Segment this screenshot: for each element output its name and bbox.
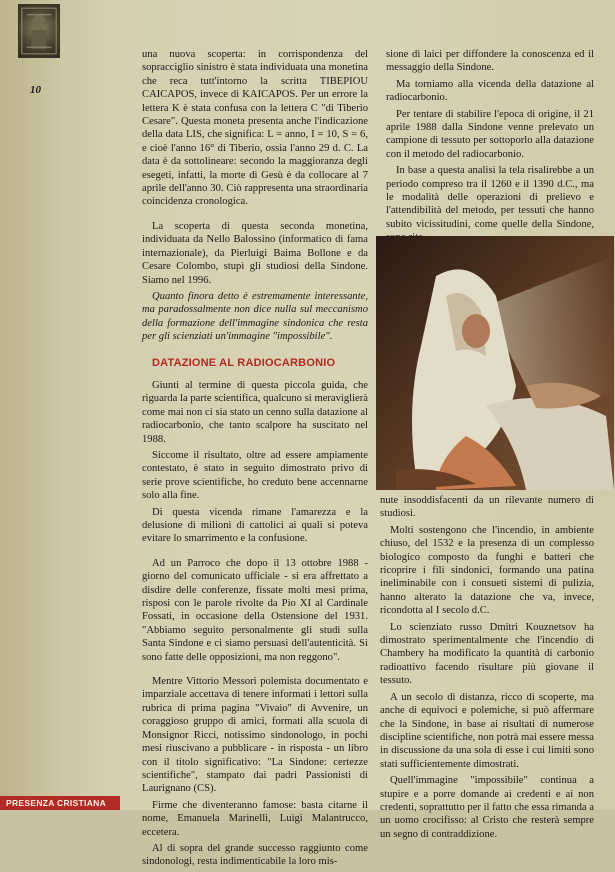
paragraph: Lo scienziato russo Dmitri Kouznetsov ha dimostrato sperimentalmente che l'incendio di Chambery ha modificato la quantità di carbonio radioattivo facendo risultare più giovane il tessuto.: [380, 621, 594, 687]
right-column-top: [386, 48, 594, 248]
paragraph: Ma torniamo alla vicenda della datazione al radiocarbonio.: [386, 78, 594, 104]
paragraph: Quell'immagine "impossibile" continua a stupire e a porre domande ai credenti e ai non credenti, soprattutto per il fatto che essa rimanda a un uomo crocifisso: al Cristo che resterà sempre un segno di contraddizione.: [380, 775, 594, 840]
page-number: 10: [30, 84, 41, 96]
left-column: [142, 48, 368, 872]
paragraph: Per tentare di stabilire l'epoca di origine, il 21 aprile 1988 dalla Sindone venne prelevato un campione di tessuto per sottoporlo alla datazione con il metodo del radiocarbonio.: [386, 108, 594, 160]
paragraph: una nuova scoperta: in corrispondenza del sopracciglio sinistro è stata individuata una monetina che reca tutt'intorno la scritta TIBEPIOU CAICAPOS, invece di KAICAPOS. Per un errore la lettera K è stata confusa con la lettera C "di Tiberio Cesare". Questa moneta presenta anche l'indicazione della data LIS, che significa: L = anno, I = 10, S = 6, e cioè l'anno 16° di Tiberio, ossia l'anno 29 d. C. La data è da sottolineare: secondo la maggioranza degli esegeti, infatti, la morte di Gesù è da collocare al 7 aprile dell'anno 30. Ciò rappresenta una straordinaria coincidenza cronologica.: [142, 49, 368, 208]
paragraph: Giunti al termine di questa piccola guida, che riguarda la parte scientifica, qualcuno si meraviglierà come mai non ci sia stato un cenno sulla datazione al radiocarbonio, che tanto scalpore ha suscitato nel 1988.: [142, 379, 368, 445]
section-title: DATAZIONE AL RADIOCARBONIO: [152, 356, 336, 369]
magazine-footer-label: PRESENZA CRISTIANA: [0, 796, 120, 810]
left-margin-strip: [0, 0, 66, 810]
paragraph: sione di laici per diffondere la conoscenza ed il messaggio della Sindone.: [386, 49, 594, 74]
right-column-bottom: [380, 494, 594, 844]
paragraph: Molti sostengono che l'incendio, in ambiente chiuso, del 1532 e la presenza di un complesso biologico composto da funghi e batteri che ricoprire i fili sindonici, formando una patina ineliminabile con i consueti sistemi di pulizia, hanno alterato la datazione che va, invece, ricondotta al I secolo d.C.: [380, 524, 594, 617]
paragraph: Al di sopra del grande successo raggiunto come sindonologi, resta indimenticabile la loro mis-: [142, 842, 368, 868]
paragraph: Firme che diventeranno famose: basta citarne il nome, Emanuela Marinelli, Luigi Malantrucco, eccetera.: [142, 799, 368, 838]
paragraph: Siccome il risultato, oltre ad essere ampiamente contestato, è stato in seguito dimostrato privo di serie prove scientifiche, ho creduto bene accennarne solo alla fine.: [142, 449, 368, 502]
paragraph: Di questa vicenda rimane l'amarezza e la delusione di milioni di cattolici ai quali si poteva evitare lo smarrimento e la confusione.: [142, 506, 368, 545]
paragraph-italic: Quanto finora detto è estremamente interessante, ma paradossalmente non dice nulla sul meccanismo della formazione dell'immagine sindonica che resta per gli scienziati un'immagine "impossibile".: [142, 290, 368, 343]
paragraph: Mentre Vittorio Messori polemista documentato e imparziale accettava di tenere informati i lettori sulla rubrica di prima pagina "Vivaio" di Avvenire, un coraggioso gruppo di amici, formati alla scuola di Monsignor Ricci, notissimo sindonologo, in pochi mesi riuscivano a pubblicare - in risposta - un libro con il titolo significativo: "La Sindone: certezze scientifiche", stampato dai padri Passionisti di Laurignano (CS).: [142, 676, 368, 795]
paragraph: nute insoddisfacenti da un rilevante numero di studiosi.: [380, 495, 594, 520]
painting-woman-kneeling-by-christ-icon: [376, 236, 614, 490]
paragraph: A un secolo di distanza, ricco di scoperte, ma anche di equivoci e polemiche, si può affermare che la Sindone, in base ai risultati di numerose discipline scientifiche, non potrà mai essere messa in discussione da una sola di esse i cui limiti sono stati sufficientemente dimostrati.: [380, 691, 594, 770]
paragraph: In base a questa analisi la tela risalirebbe a un periodo compreso tra il 1260 e il 1390 d.C., ma le modalità delle operazioni di prelievo e l'attendibilità del metodo, per tessuti che hanno subito vicissitudini, come quelle della Sindone,: [386, 165, 594, 230]
paragraph: La scoperta di questa seconda monetina, individuata da Nello Balossino (informatico di fama internazionale), da Pierluigi Baima Bollone e da Cesare Colombo, stupì gli studiosi della Sindone. Siamo nel 1996.: [142, 220, 368, 286]
shroud-seal-logo-icon: [18, 4, 60, 58]
paragraph: Ad un Parroco che dopo il 13 ottobre 1988 - giorno del comunicato ufficiale - si era affrettato a disdire delle conferenze, fissate molti mesi prima, risposi con le parole rivolte da Pio XI al Cardinale Fossati, in occasione della Ostensione del 1931. "Abbiamo seguito personalmente gli studi sulla Santa Sindone e ci siamo persuasi dell'autenticità. Si sono fatte delle opposizioni, ma non reggono".: [142, 557, 368, 663]
